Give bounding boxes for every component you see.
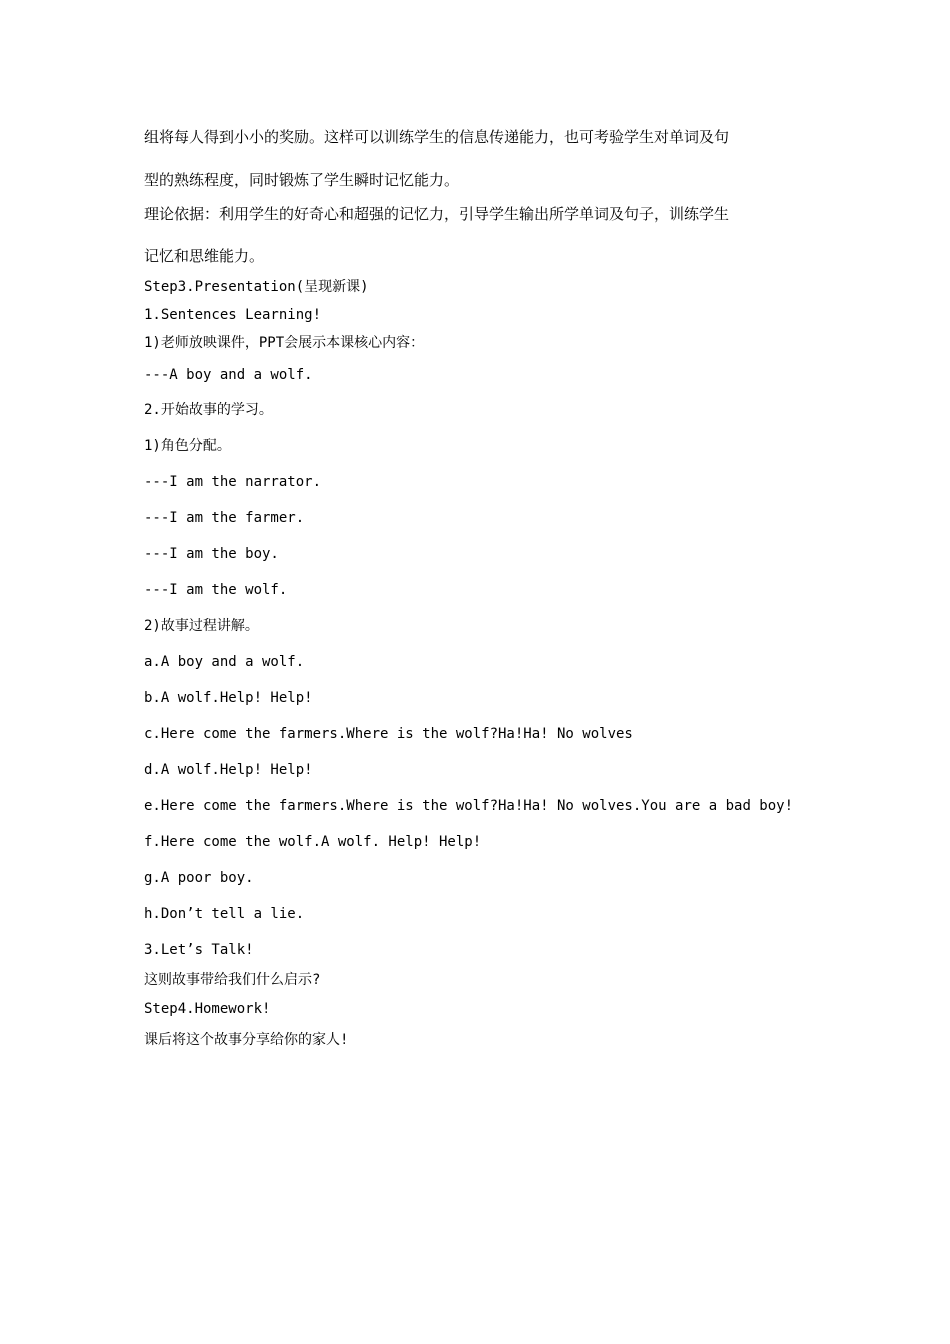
paragraph-line: 组将每人得到小小的奖励。这样可以训练学生的信息传递能力，也可考验学生对单词及句 [144,128,730,146]
step-heading: Step4.Homework! [144,1001,271,1017]
story-line: d.A wolf.Help! Help! [144,762,313,778]
story-line: a.A boy and a wolf. [144,654,305,670]
section-heading: 3.Let’s Talk! [144,942,254,958]
dialogue-line: ---I am the wolf. [144,582,288,598]
story-line: c.Here come the farmers.Where is the wolf?Ha!Ha! No wolves [144,726,633,742]
dialogue-line: ---I am the boy. [144,546,279,562]
paragraph-line: 1)老师放映课件，PPT会展示本课核心内容： [144,335,425,351]
story-line: h.Don’t tell a lie. [144,906,305,922]
dialogue-line: ---I am the narrator. [144,474,322,490]
paragraph-line: 理论依据：利用学生的好奇心和超强的记忆力，引导学生输出所学单词及句子，训练学生 [144,205,730,223]
section-heading: 1.Sentences Learning! [144,307,322,323]
story-line: f.Here come the wolf.A wolf. Help! Help! [144,834,482,850]
paragraph-line: 课后将这个故事分享给你的家人! [144,1032,349,1048]
step-heading: Step3.Presentation(呈现新课) [144,279,369,295]
story-line: b.A wolf.Help! Help! [144,690,313,706]
paragraph-line: 型的熟练程度，同时锻炼了学生瞬时记忆能力。 [144,171,460,189]
section-heading: 2.开始故事的学习。 [144,402,273,418]
dialogue-line: ---A boy and a wolf. [144,367,313,383]
story-line: e.Here come the farmers.Where is the wolf?Ha!Ha! No wolves.You are a bad boy! [144,798,794,814]
dialogue-line: ---I am the farmer. [144,510,305,526]
paragraph-line: 这则故事带给我们什么启示? [144,972,321,988]
subsection-heading: 1)角色分配。 [144,438,231,454]
paragraph-line: 记忆和思维能力。 [144,247,265,265]
subsection-heading: 2)故事过程讲解。 [144,618,259,634]
story-line: g.A poor boy. [144,870,254,886]
